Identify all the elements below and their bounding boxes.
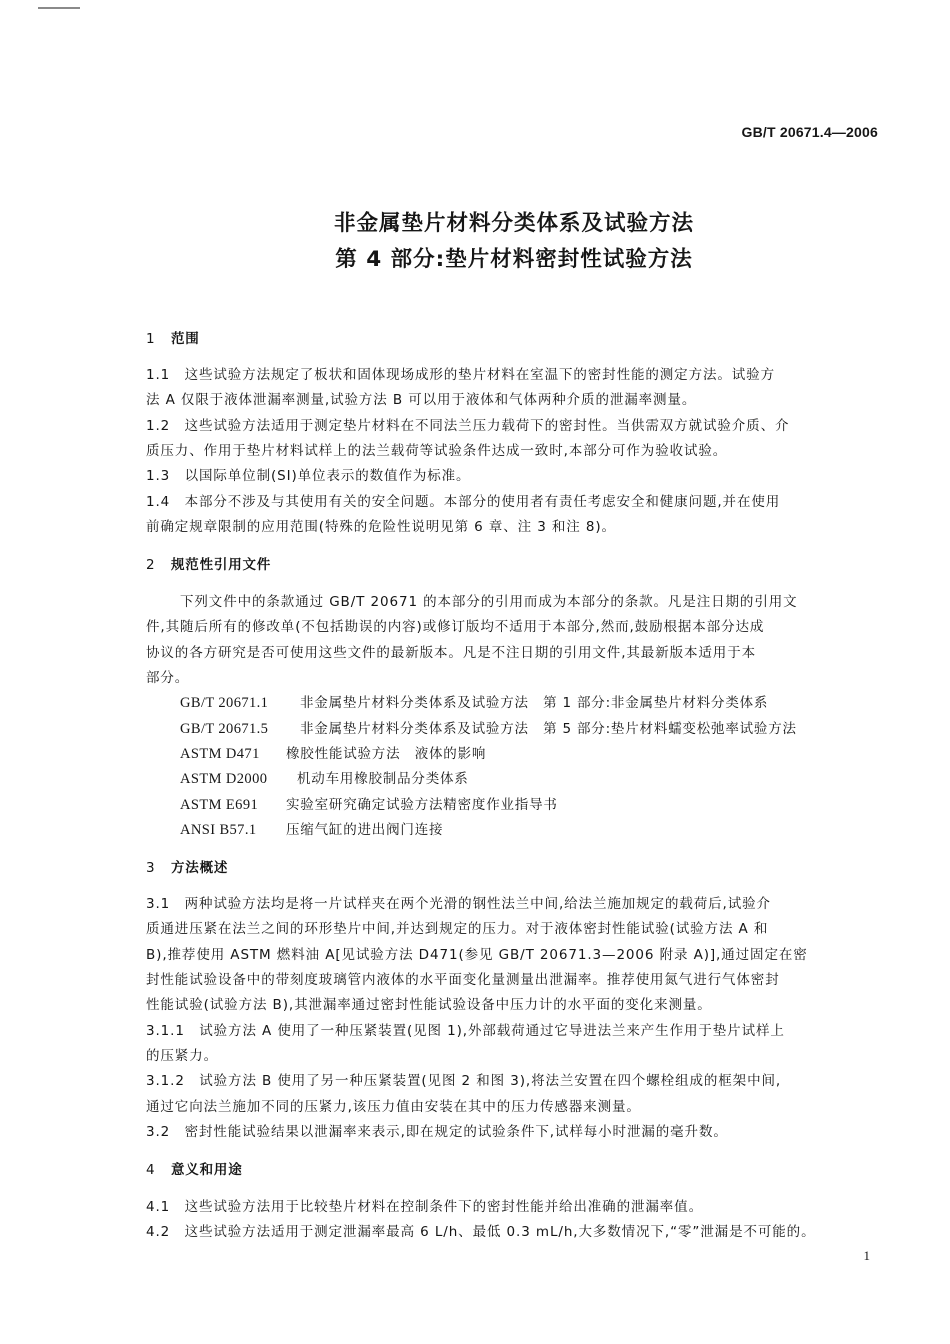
- section-title: 范围: [171, 331, 200, 347]
- section-number: 4: [146, 1162, 156, 1178]
- paragraph-line: 质通进压紧在法兰之间的环形垫片中间,并达到规定的压力。对于液体密封性能试验(试验方法 A 和: [146, 921, 769, 937]
- section-heading-1: [146, 327, 200, 347]
- reference-title: 实验室研究确定试验方法精密度作业指导书: [286, 797, 558, 813]
- reference-title: 压缩气缸的进出阀门连接: [286, 822, 444, 838]
- paragraph-line: 的压紧力。: [146, 1048, 218, 1064]
- reference-code: GB/T 20671.5: [180, 721, 269, 737]
- reference-item: [180, 742, 486, 763]
- reference-item: [180, 793, 558, 814]
- reference-code: ANSI B57.1: [180, 822, 257, 838]
- paragraph-line: 部分。: [146, 670, 190, 686]
- section-title: 规范性引用文件: [171, 557, 272, 573]
- reference-title: 机动车用橡胶制品分类体系: [297, 771, 469, 787]
- paragraph-line: 3.2 密封性能试验结果以泄漏率来表示,即在规定的试验条件下,试样每小时泄漏的毫升数。: [146, 1124, 728, 1140]
- section-title: 意义和用途: [171, 1162, 243, 1178]
- document-title-line-1: 非金属垫片材料分类体系及试验方法: [333, 211, 694, 236]
- reference-code: ASTM E691: [180, 797, 259, 813]
- section-number: 1: [146, 331, 156, 347]
- paragraph-line: 前确定规章限制的应用范围(特殊的危险性说明见第 6 章、注 3 和注 8)。: [146, 519, 616, 535]
- reference-item: [180, 767, 469, 788]
- reference-title: 非金属垫片材料分类体系及试验方法 第 5 部分:垫片材料蠕变松弛率试验方法: [300, 721, 797, 737]
- section-number: 3: [146, 860, 156, 876]
- page-number: 1: [863, 1248, 870, 1263]
- reference-item: [180, 691, 768, 712]
- standard-code: GB/T 20671.4—2006: [741, 124, 878, 140]
- section-heading-3: [146, 856, 228, 876]
- paragraph-line: 4.1 这些试验方法用于比较垫片材料在控制条件下的密封性能并给出准确的泄漏率值。: [146, 1199, 703, 1215]
- document-title-line-2: 第 4 部分:垫片材料密封性试验方法: [335, 247, 693, 272]
- section-heading-2: [146, 553, 271, 573]
- paragraph-line: 质压力、作用于垫片材料试样上的法兰载荷等试验条件达成一致时,本部分可作为验收试验。: [146, 443, 728, 459]
- reference-code: ASTM D471: [180, 746, 260, 762]
- reference-code: GB/T 20671.1: [180, 695, 269, 711]
- paragraph-line: 4.2 这些试验方法适用于测定泄漏率最高 6 L/h、最低 0.3 mL/h,大多数情况下,“零”泄漏是不可能的。: [146, 1224, 816, 1240]
- corner-rule: [38, 7, 80, 9]
- reference-item: [180, 818, 443, 839]
- reference-item: [180, 717, 797, 738]
- paragraph-line: 1.3 以国际单位制(SI)单位表示的数值作为标准。: [146, 468, 471, 484]
- paragraph-line: 3.1.2 试验方法 B 使用了另一种压紧装置(见图 2 和图 3),将法兰安置在四个螺栓组成的框架中间,: [146, 1073, 782, 1089]
- section-number: 2: [146, 557, 156, 573]
- paragraph-line: 3.1 两种试验方法均是将一片试样夹在两个光滑的钢性法兰中间,给法兰施加规定的载荷后,试验介: [146, 896, 771, 912]
- section-title: 方法概述: [171, 860, 229, 876]
- paragraph-line: 法 A 仅限于液体泄漏率测量,试验方法 B 可以用于液体和气体两种介质的泄漏率测量。: [146, 392, 697, 408]
- section-heading-4: [146, 1158, 243, 1178]
- paragraph-line: 3.1.1 试验方法 A 使用了一种压紧装置(见图 1),外部载荷通过它导进法兰来产生作用于垫片试样上: [146, 1023, 785, 1039]
- reference-code: ASTM D2000: [180, 771, 268, 787]
- paragraph-line: 1.2 这些试验方法适用于测定垫片材料在不同法兰压力载荷下的密封性。当供需双方就试验介质、介: [146, 418, 790, 434]
- reference-title: 橡胶性能试验方法 液体的影响: [286, 746, 487, 762]
- paragraph-line: 协议的各方研究是否可使用这些文件的最新版本。凡是不注日期的引用文件,其最新版本适用于本: [146, 645, 756, 661]
- paragraph-line: 1.4 本部分不涉及与其使用有关的安全问题。本部分的使用者有责任考虑安全和健康问题,并在使用: [146, 494, 781, 510]
- paragraph-line: 件,其随后所有的修改单(不包括勘误的内容)或修订版均不适用于本部分,然而,鼓励根据本部分达成: [146, 619, 765, 635]
- reference-title: 非金属垫片材料分类体系及试验方法 第 1 部分:非金属垫片材料分类体系: [300, 695, 769, 711]
- paragraph-line: 下列文件中的条款通过 GB/T 20671 的本部分的引用而成为本部分的条款。凡是注日期的引用文: [180, 594, 798, 610]
- paragraph-line: 性能试验(试验方法 B),其泄漏率通过密封性能试验设备中压力计的水平面的变化来测量。: [146, 997, 712, 1013]
- paragraph-line: 1.1 这些试验方法规定了板状和固体现场成形的垫片材料在室温下的密封性能的测定方法。试验方: [146, 367, 775, 383]
- paragraph-line: 封性能试验设备中的带刻度玻璃管内液体的水平面变化量测量出泄漏率。推荐使用氮气进行气体密封: [146, 972, 780, 988]
- paragraph-line: B),推荐使用 ASTM 燃料油 A[见试验方法 D471(参见 GB/T 20671.3—2006 附录 A)],通过固定在密: [146, 947, 808, 963]
- paragraph-line: 通过它向法兰施加不同的压紧力,该压力值由安装在其中的压力传感器来测量。: [146, 1099, 641, 1115]
